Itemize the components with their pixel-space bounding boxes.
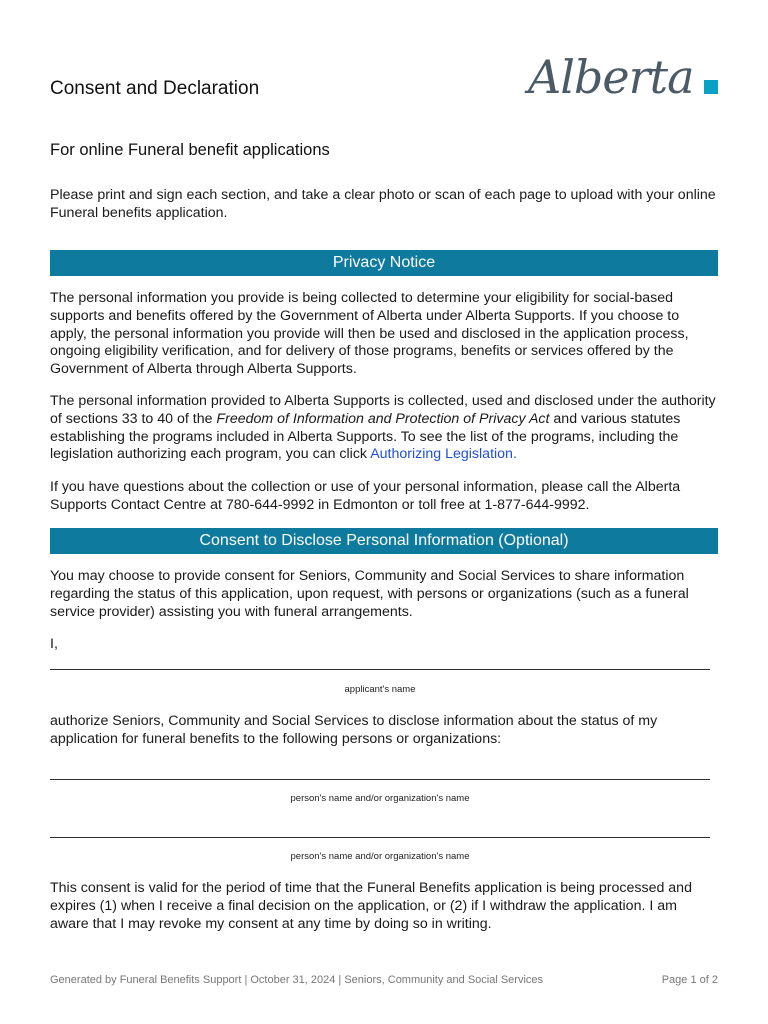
applicant-name-line[interactable] xyxy=(50,669,710,670)
foip-act-title: Freedom of Information and Protection of Privacy Act xyxy=(216,410,550,427)
person-name-line-1[interactable] xyxy=(50,779,710,780)
privacy-paragraph-3: If you have questions about the collection or use of your personal information, please call the Alberta Supports Contact Centre at 780-644-9992 in Edmonton or toll free at 1-877-644-9992. xyxy=(50,479,681,513)
person-name-line-2[interactable] xyxy=(50,837,710,838)
consent-paragraph-1: You may choose to provide consent for Seniors, Community and Social Services to share information regarding the status of this application, upon request, with persons or organizations (such as a funeral service provider) assisting you with funeral arrangements. xyxy=(50,568,689,620)
intro-paragraph: Please print and sign each section, and take a clear photo or scan of each page to upload with your online Funeral benefits application. xyxy=(50,187,716,221)
alberta-logo xyxy=(528,50,723,112)
privacy-paragraph-2-text-b: and various statutes establishing the programs included in Alberta Supports. To see the list of the programs, including the legislation authorizing each program, you can click xyxy=(50,410,681,463)
consent-paragraph-2: authorize Seniors, Community and Social Services to disclose information about the status of my application for funeral benefits to the following persons or organizations: xyxy=(50,713,658,747)
consent-paragraph-3: This consent is valid for the period of time that the Funeral Benefits application is being processed and expires (1) when I receive a final decision on the application, or (2) if I withdraw the application. I am aware that I may revoke my consent at any time by doing so in writing. xyxy=(50,880,692,932)
authorizing-legislation-link[interactable]: Authorizing Legislation. xyxy=(370,446,517,463)
i-label: I, xyxy=(50,636,58,652)
privacy-paragraph-1: The personal information you provide is being collected to determine your eligibility for social-based supports and benefits offered by the Government of Alberta under Alberta Supports. If you choose to apply, the personal information you provide will then be used and disclosed in the application process, ongoing eligibility verification, and for delivery of those programs, benefits or services offered by the Government of Alberta through Alberta Supports. xyxy=(50,290,689,378)
page-title: Consent and Declaration xyxy=(50,78,260,99)
applicant-name-caption: applicant's name xyxy=(344,684,416,695)
footer-generated-by: Generated by Funeral Benefits Support | October 31, 2024 | Seniors, Community and Social Services xyxy=(50,974,544,986)
person-name-caption-1: person's name and/or organization's name xyxy=(290,793,470,804)
privacy-paragraph-2 xyxy=(50,393,718,464)
logo-square-icon xyxy=(704,80,718,94)
person-name-caption-2: person's name and/or organization's name xyxy=(290,851,470,862)
consent-heading: Consent to Disclose Personal Information (Optional) xyxy=(50,528,718,554)
privacy-notice-heading: Privacy Notice xyxy=(50,250,718,276)
privacy-paragraph-2-text-a: The personal information provided to Alberta Supports is collected, used and disclosed under the authority of sections 33 to 40 of the xyxy=(50,393,716,427)
logo-wordmark: Alberta xyxy=(528,50,694,104)
page-subtitle: For online Funeral benefit applications xyxy=(50,141,330,159)
footer-page-number: Page 1 of 2 xyxy=(661,974,718,986)
